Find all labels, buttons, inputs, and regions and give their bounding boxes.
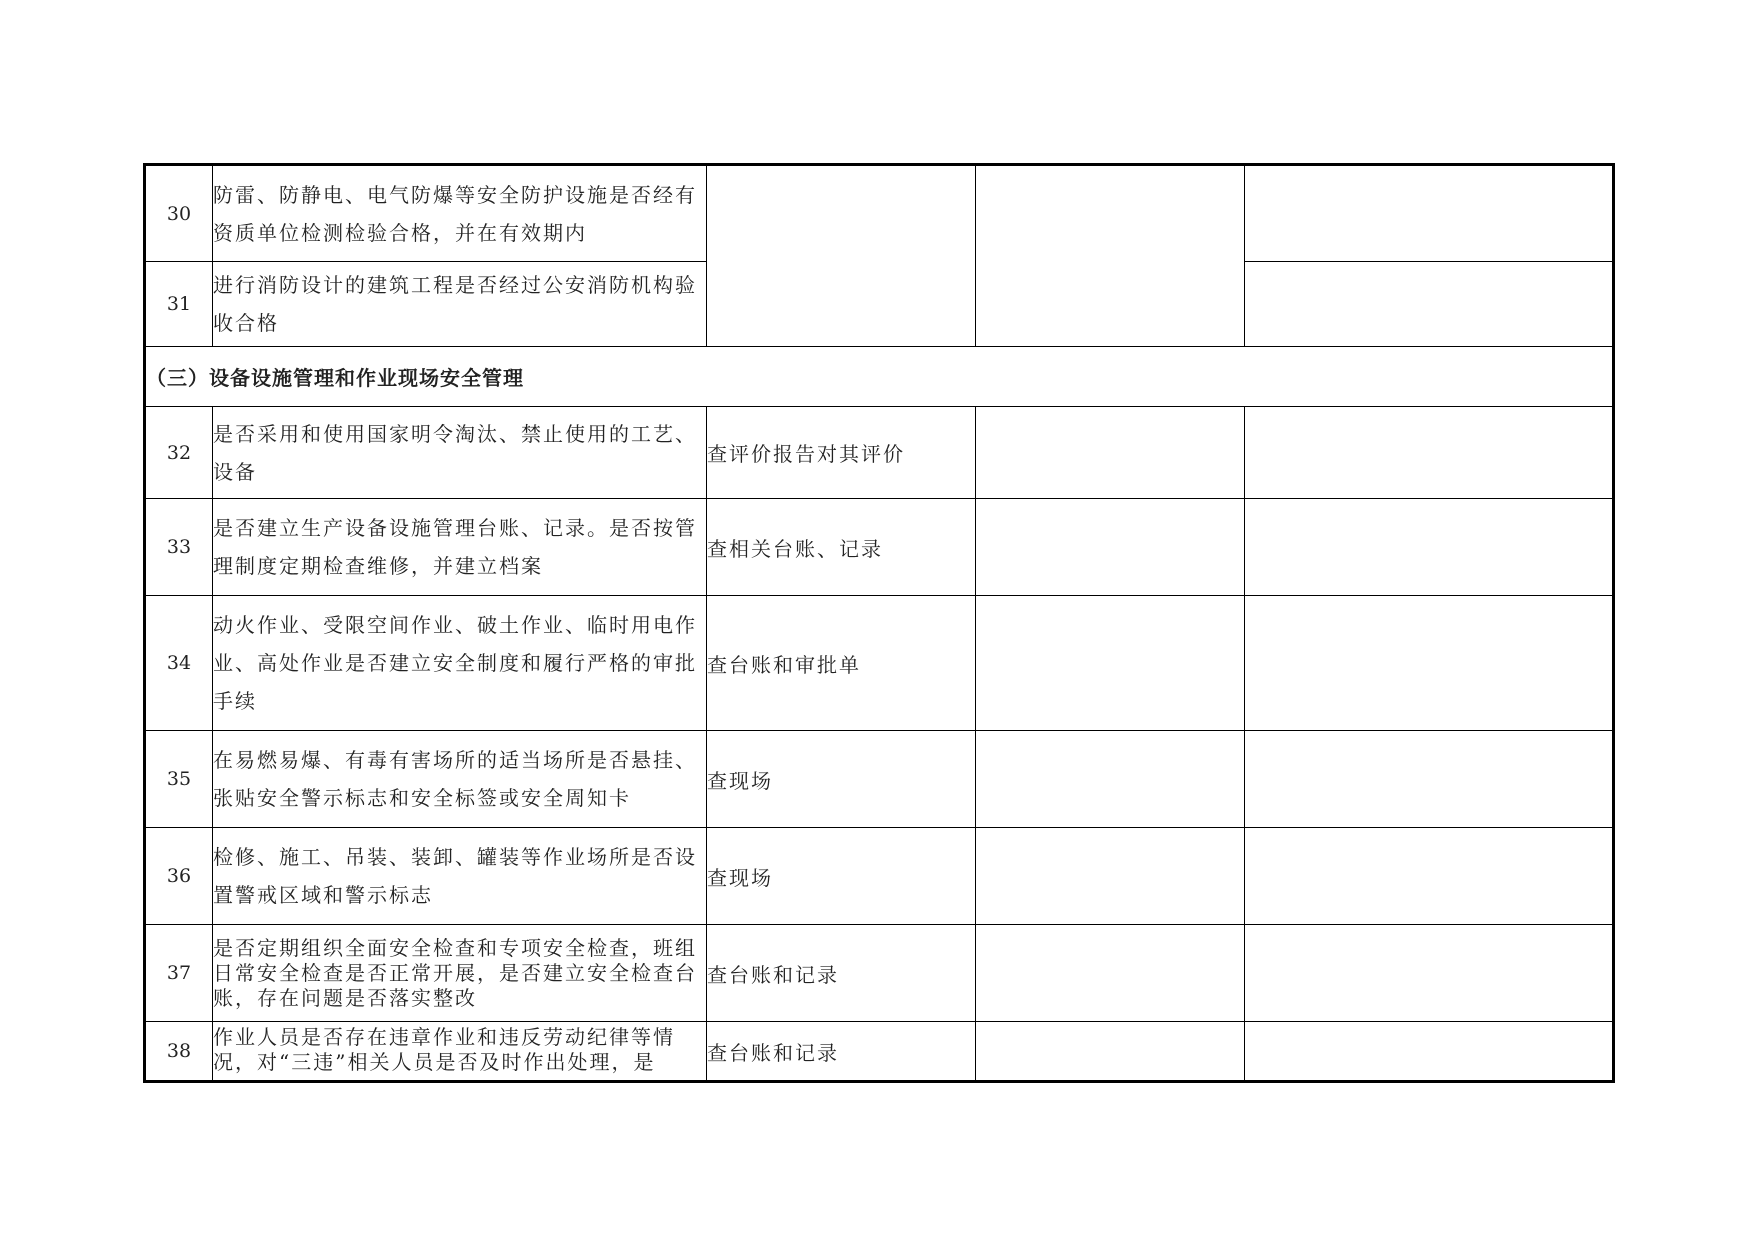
check-item: 动火作业、受限空间作业、破土作业、临时用电作业、高处作业是否建立安全制度和履行严格的审批手续	[213, 596, 707, 731]
result-cell	[976, 407, 1245, 499]
table-row	[145, 1022, 1614, 1082]
table-row	[145, 925, 1614, 1022]
result-cell	[976, 165, 1245, 347]
check-method: 查评价报告对其评价	[707, 407, 976, 499]
row-number: 37	[145, 925, 213, 1022]
result-cell	[976, 1022, 1245, 1082]
row-number: 35	[145, 731, 213, 828]
check-item: 进行消防设计的建筑工程是否经过公安消防机构验收合格	[213, 262, 707, 347]
check-item: 是否采用和使用国家明令淘汰、禁止使用的工艺、设备	[213, 407, 707, 499]
remark-cell	[1245, 925, 1614, 1022]
check-method	[707, 165, 976, 347]
check-item: 是否建立生产设备设施管理台账、记录。是否按管理制度定期检查维修，并建立档案	[213, 499, 707, 596]
result-cell	[976, 596, 1245, 731]
result-cell	[976, 731, 1245, 828]
table-row	[145, 165, 1614, 262]
inspection-checklist-table	[143, 163, 1615, 1083]
result-cell	[976, 499, 1245, 596]
section-heading: （三）设备设施管理和作业现场安全管理	[145, 347, 1614, 407]
check-method: 查现场	[707, 828, 976, 925]
row-number: 32	[145, 407, 213, 499]
remark-cell	[1245, 407, 1614, 499]
result-cell	[976, 828, 1245, 925]
check-item: 防雷、防静电、电气防爆等安全防护设施是否经有资质单位检测检验合格，并在有效期内	[213, 165, 707, 262]
check-item	[213, 1022, 707, 1082]
row-number: 34	[145, 596, 213, 731]
table-row	[145, 731, 1614, 828]
row-number: 38	[145, 1022, 213, 1082]
row-number: 33	[145, 499, 213, 596]
check-method: 查台账和记录	[707, 925, 976, 1022]
check-item: 检修、施工、吊装、装卸、罐装等作业场所是否设置警戒区域和警示标志	[213, 828, 707, 925]
check-method: 查相关台账、记录	[707, 499, 976, 596]
remark-cell	[1245, 165, 1614, 262]
check-item-text: 作业人员是否存在违章作业和违反劳动纪律等情况，对“三违”相关人员是否及时作出处理，是	[213, 1025, 675, 1074]
table-row	[145, 828, 1614, 925]
result-cell	[976, 925, 1245, 1022]
check-method: 查台账和审批单	[707, 596, 976, 731]
remark-cell	[1245, 828, 1614, 925]
remark-cell	[1245, 596, 1614, 731]
remark-cell	[1245, 1022, 1614, 1082]
check-item: 是否定期组织全面安全检查和专项安全检查，班组日常安全检查是否正常开展，是否建立安全检查台账，存在问题是否落实整改	[213, 925, 707, 1022]
table-row	[145, 407, 1614, 499]
remark-cell	[1245, 731, 1614, 828]
check-item: 在易燃易爆、有毒有害场所的适当场所是否悬挂、张贴安全警示标志和安全标签或安全周知卡	[213, 731, 707, 828]
table-row	[145, 596, 1614, 731]
check-method: 查台账和记录	[707, 1022, 976, 1082]
row-number: 31	[145, 262, 213, 347]
table-row	[145, 499, 1614, 596]
remark-cell	[1245, 262, 1614, 347]
row-number: 30	[145, 165, 213, 262]
section-header-row	[145, 347, 1614, 407]
remark-cell	[1245, 499, 1614, 596]
check-method: 查现场	[707, 731, 976, 828]
row-number: 36	[145, 828, 213, 925]
